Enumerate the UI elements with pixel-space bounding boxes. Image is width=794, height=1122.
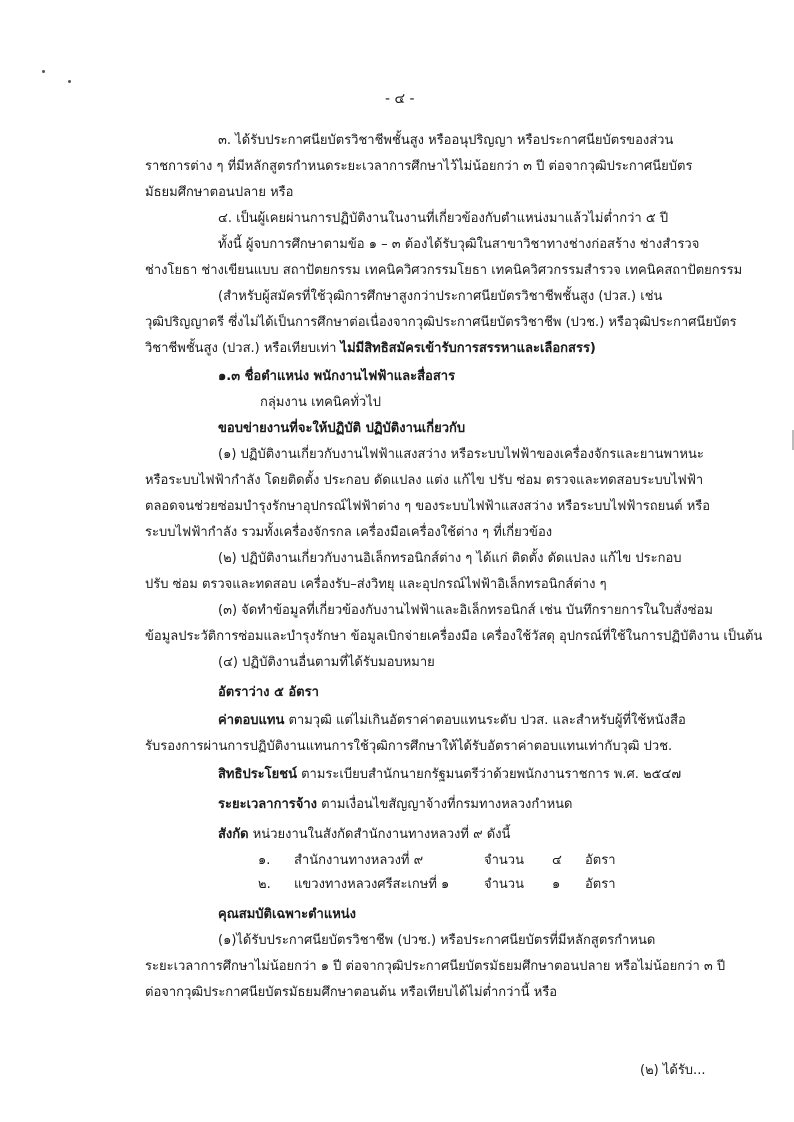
qual-exception-bold: ไม่มีสิทธิสมัครเข้ารับการสรรหาและเลือกสรร)	[340, 341, 596, 356]
qual-item-3-cont: มัธยมศึกษาตอนปลาย หรือ	[145, 185, 294, 200]
qual-item-3-cont: ราชการต่าง ๆ ที่มีหลักสูตรกำหนดระยะเวลาการศึกษาไว้ไม่น้อยกว่า ๓ ปี ต่อจากวุฒิประกาศนียบัตร	[145, 159, 693, 174]
compensation-text: ตามวุฒิ แต่ไม่เกินอัตราค่าตอบแทนระดับ ปวส. และสำหรับผู้ที่ใช้หนังสือ	[284, 713, 686, 728]
unit-no: ๒.	[258, 877, 271, 892]
qual-item-4: ๔. เป็นผู้เคยผ่านการปฏิบัติงานในงานที่เกี่ยวข้องกับตำแหน่งมาแล้วไม่ต่ำกว่า ๕ ปี	[218, 211, 669, 226]
qual-exception: (สำหรับผู้สมัครที่ใช้วุฒิการศึกษาสูงกว่าประกาศนียบัตรวิชาชีพชั้นสูง (ปวส.) เช่น	[218, 289, 663, 304]
duty-1-cont: ตลอดจนช่วยซ่อมบำรุงรักษาอุปกรณ์ไฟฟ้าต่าง ๆ ของระบบไฟฟ้าแสงสว่าง หรือระบบไฟฟ้ารถยนต์ หรือ	[145, 499, 711, 514]
duty-3-cont: ข้อมูลประวัติการซ่อมและบำรุงรักษา ข้อมูลเบิกจ่ายเครื่องมือ เครื่องใช้วัสดุ อุปกรณ์ที่ใช้ในการปฏิบัติงาน เป็นต้น	[145, 629, 763, 644]
compensation-label: ค่าตอบแทน	[218, 713, 285, 728]
affiliation-text: หน่วยงานในสังกัดสำนักงานทางหลวงที่ ๙ ดังนี้	[248, 827, 511, 842]
scan-speck	[42, 70, 45, 73]
benefits	[218, 766, 681, 784]
unit-count-label: จำนวน	[484, 877, 524, 892]
employment-term-label: ระยะเวลาการจ้าง	[218, 797, 317, 812]
spec-1-cont: ระยะเวลาการศึกษาไม่น้อยกว่า ๑ ปี ต่อจากวุฒิประกาศนียบัตรมัธยมศึกษาตอนปลาย หรือไม่น้อยกว่า ๓ ปี	[145, 959, 726, 974]
duty-1: (๑) ปฏิบัติงานเกี่ยวกับงานไฟฟ้าแสงสว่าง หรือระบบไฟฟ้าของเครื่องจักรและยานพาหนะ	[218, 447, 704, 462]
compensation-cont: รับรองการผ่านการปฏิบัติงานแทนการใช้วุฒิการศึกษาให้ได้รับอัตราค่าตอบแทนเท่ากับวุฒิ ปวช.	[145, 739, 673, 754]
qual-item-3: ๓. ได้รับประกาศนียบัตรวิชาชีพชั้นสูง หรืออนุปริญญา หรือประกาศนียบัตรของส่วน	[218, 133, 674, 148]
unit-count-label: จำนวน	[484, 853, 524, 868]
qual-exception-cont: วุฒิปริญญาตรี ซึ่งไม่ได้เป็นการศึกษาต่อเนื่องจากวุฒิประกาศนียบัตรวิชาชีพ (ปวช.) หรือวุฒิประกาศนียบัตร	[145, 315, 737, 330]
unit-name: แขวงทางหลวงศรีสะเกษที่ ๑	[294, 877, 450, 892]
duty-1-cont: ระบบไฟฟ้ากำลัง รวมทั้งเครื่องจักรกล เครื่องมือเครื่องใช้ต่าง ๆ ที่เกี่ยวข้อง	[145, 525, 553, 540]
duty-2: (๒) ปฏิบัติงานเกี่ยวกับงานอิเล็กทรอนิกส์ต่าง ๆ ได้แก่ ติดตั้ง ดัดแปลง แก้ไข ประกอบ	[218, 551, 682, 566]
affiliation-label: สังกัด	[218, 827, 249, 842]
unit-count-unit: อัตรา	[585, 853, 616, 868]
unit-name: สำนักงานทางหลวงที่ ๙	[294, 853, 424, 868]
unit-count-unit: อัตรา	[585, 877, 616, 892]
duty-3: (๓) จัดทำข้อมูลที่เกี่ยวข้องกับงานไฟฟ้าและอิเล็กทรอนิกส์ เช่น บันทึกรายการในใบสั่งซ่อม	[218, 603, 713, 618]
duty-4: (๔) ปฏิบัติงานอื่นตามที่ได้รับมอบหมาย	[218, 655, 435, 670]
qual-exception-text: วิชาชีพชั้นสูง (ปวส.) หรือเทียบเท่า	[145, 341, 341, 356]
unit-count: ๔	[552, 853, 562, 868]
vacancy: อัตราว่าง ๕ อัตรา	[218, 685, 319, 700]
unit-count: ๑	[552, 877, 561, 892]
scan-speck	[68, 80, 71, 83]
duty-1-cont: หรือระบบไฟฟ้ากำลัง โดยติดตั้ง ประกอบ ดัดแปลง แต่ง แก้ไข ปรับ ซ่อม ตรวจและทดสอบระบบไฟฟ้า	[145, 473, 704, 488]
duty-2-cont: ปรับ ซ่อม ตรวจและทดสอบ เครื่องรับ–ส่งวิทยุ และอุปกรณ์ไฟฟ้าอิเล็กทรอนิกส์ต่าง ๆ	[145, 577, 607, 592]
benefits-text: ตามระเบียบสำนักนายกรัฐมนตรีว่าด้วยพนักงานราชการ พ.ศ. ๒๕๔๗	[296, 767, 682, 782]
compensation	[218, 712, 686, 730]
spec-1: (๑)ได้รับประกาศนียบัตรวิชาชีพ (ปวช.) หรือประกาศนียบัตรที่มีหลักสูตรกำหนด	[218, 933, 656, 948]
benefits-label: สิทธิประโยชน์	[218, 767, 297, 782]
scope-heading: ขอบข่ายงานที่จะให้ปฏิบัติ ปฏิบัติงานเกี่ยวกับ	[218, 421, 466, 436]
position-group: กลุ่มงาน เทคนิคทั่วไป	[260, 395, 382, 410]
qual-note: ทั้งนี้ ผู้จบการศึกษาตามข้อ ๑ – ๓ ต้องได้รับวุฒิในสาขาวิชาทางช่างก่อสร้าง ช่างสำรวจ	[218, 237, 700, 252]
spec-1-cont: ต่อจากวุฒิประกาศนียบัตรมัธยมศึกษาตอนต้น หรือเทียบได้ไม่ต่ำกว่านี้ หรือ	[145, 985, 558, 1000]
spec-heading: คุณสมบัติเฉพาะตำแหน่ง	[218, 907, 357, 922]
unit-no: ๑.	[258, 853, 271, 868]
page-continuation: (๒) ได้รับ...	[640, 1063, 706, 1078]
qual-note-cont: ช่างโยธา ช่างเขียนแบบ สถาปัตยกรรม เทคนิควิศวกรรมโยธา เทคนิควิศวกรรมสำรวจ เทคนิคสถาปัตยกรรม	[145, 263, 743, 278]
affiliation	[218, 826, 510, 844]
page-number: - ๔ -	[385, 91, 415, 107]
qual-exception-cont	[145, 340, 596, 358]
employment-term-text: ตามเงื่อนไขสัญญาจ้างที่กรมทางหลวงกำหนด	[317, 797, 573, 812]
position-title: ๑.๓ ชื่อตำแหน่ง พนักงานไฟฟ้าและสื่อสาร	[218, 369, 456, 384]
employment-term	[218, 796, 572, 814]
